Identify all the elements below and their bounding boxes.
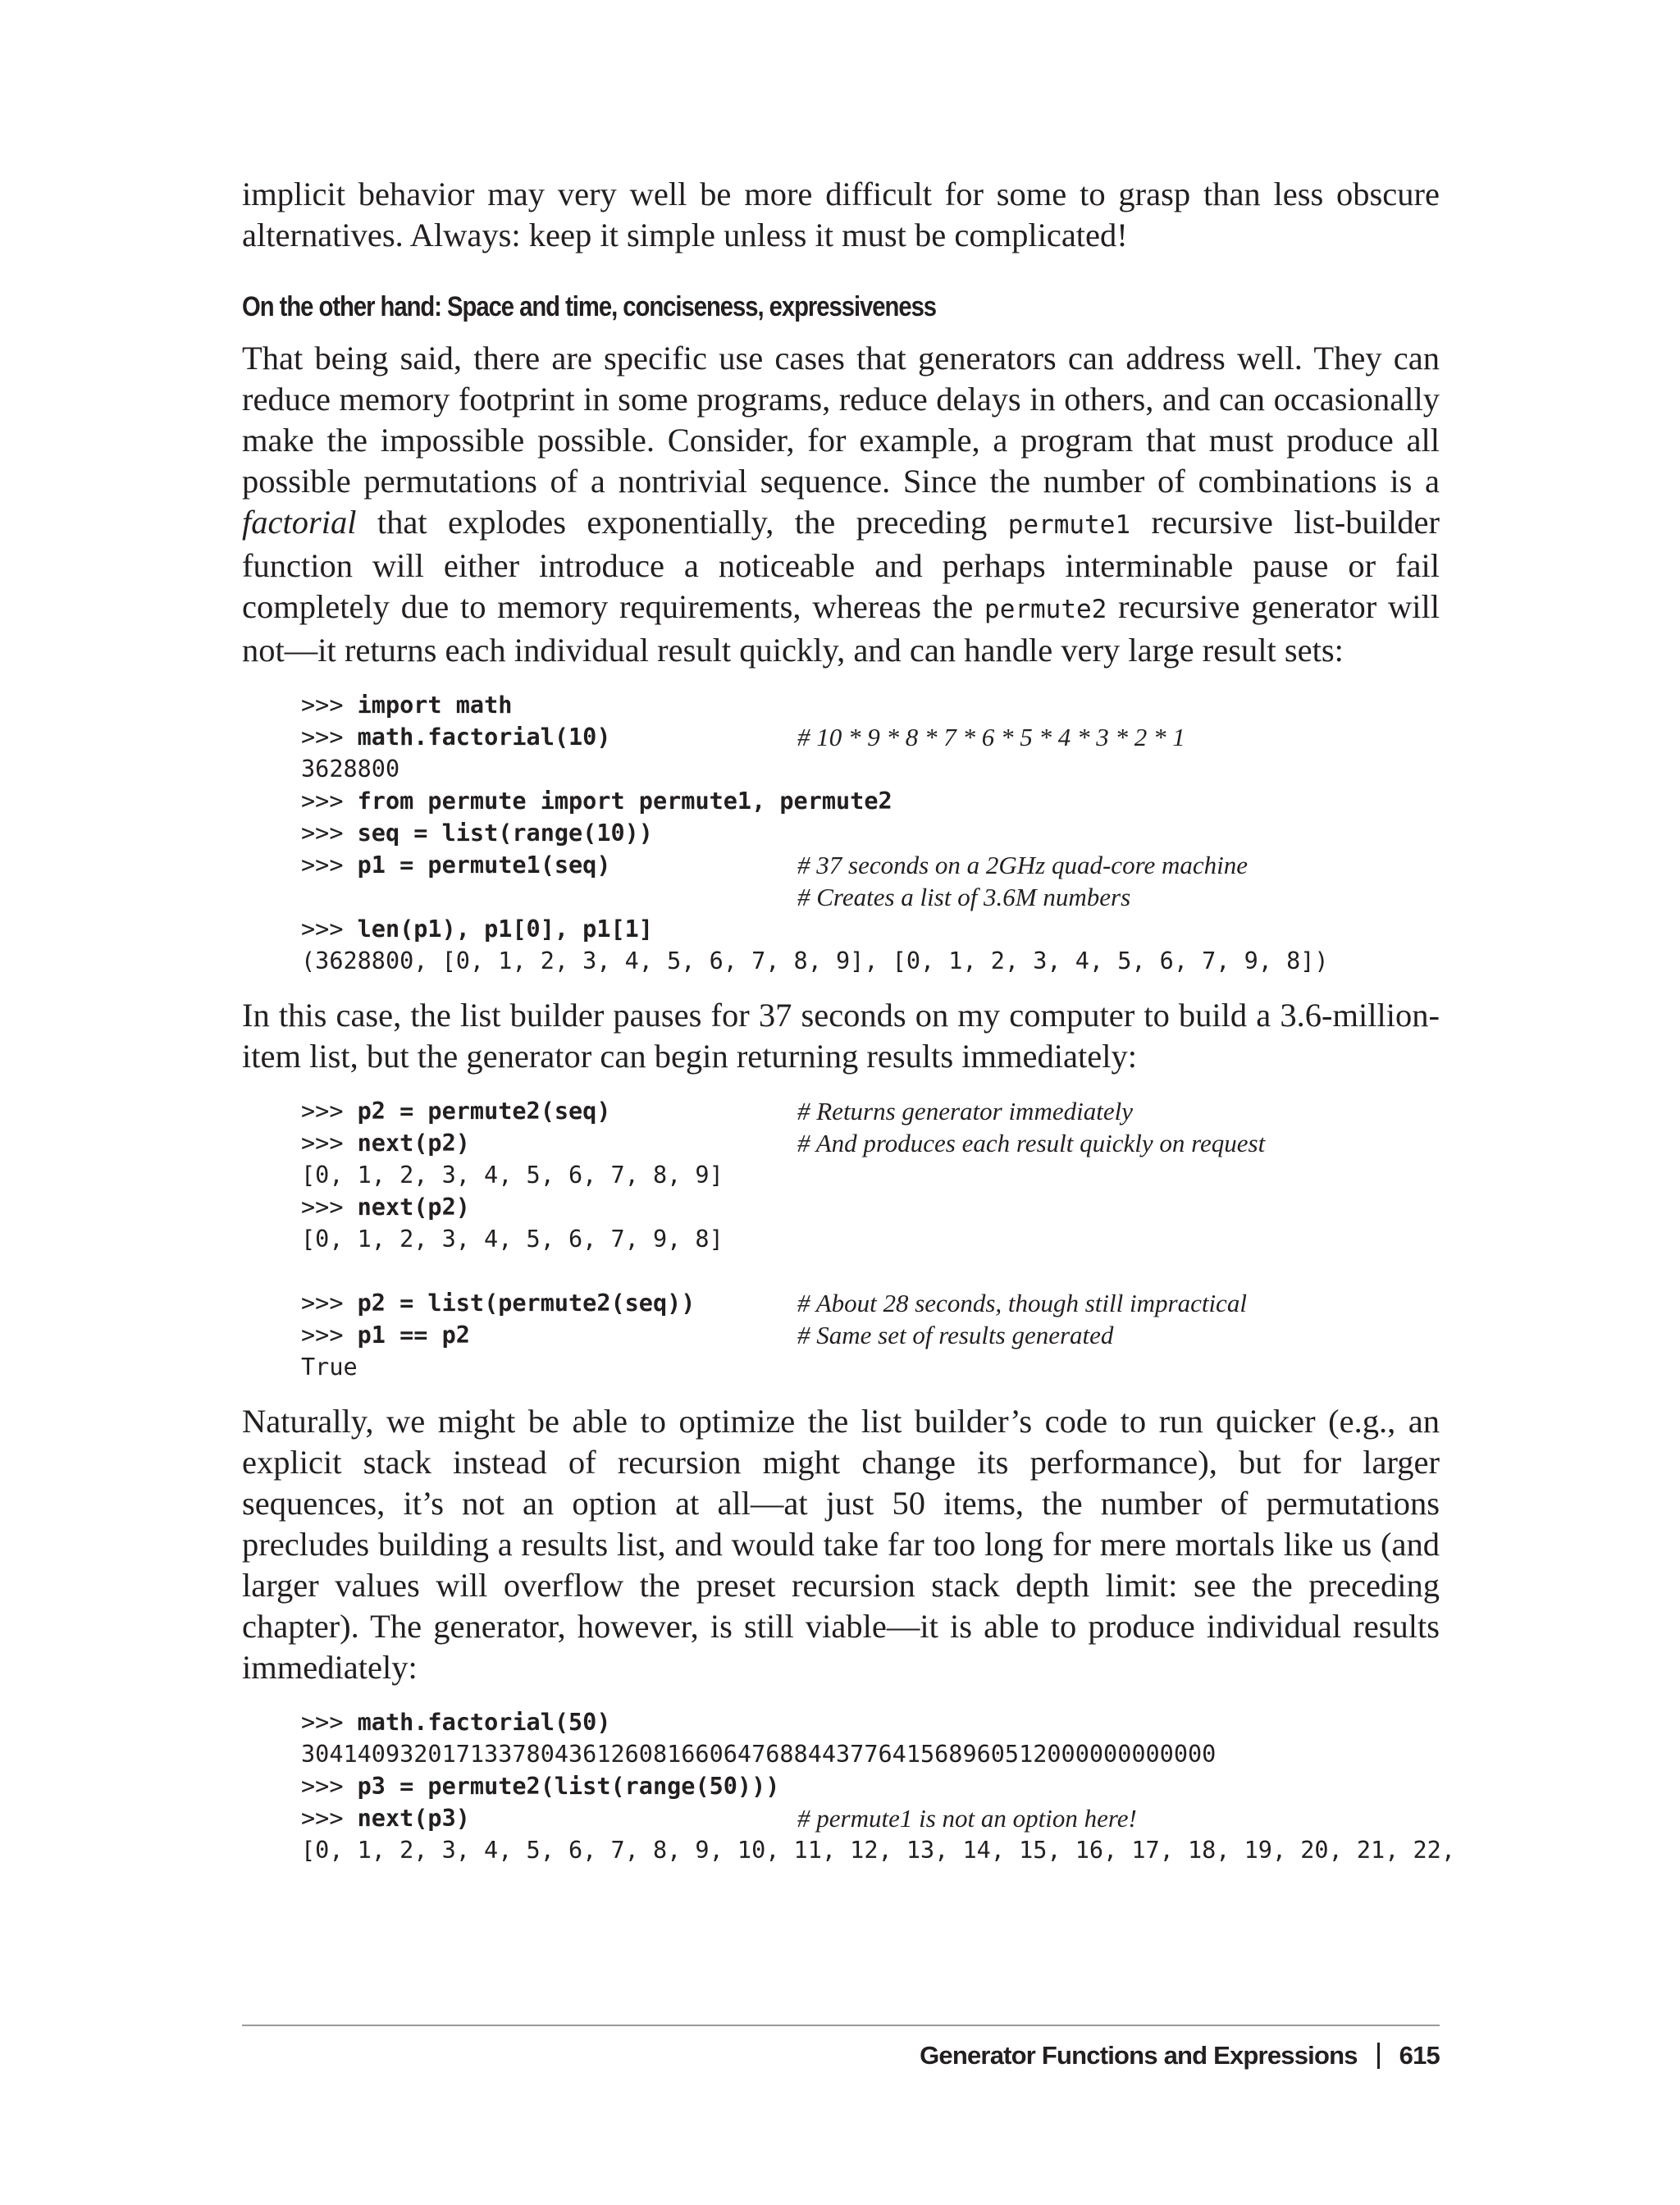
inline-code-permute1: permute1 — [1007, 510, 1131, 540]
code-output: [0, 1, 2, 3, 4, 5, 6, 7, 8, 9, 10, 11, 12, 13, 14, 15, 16, 17, 18, 19, 20, 21, 22, — [301, 1837, 1455, 1864]
code-output-line — [301, 1159, 1440, 1191]
code-input-line — [301, 1706, 1440, 1738]
text-run: That being said, there are specific use cases that generators can address well. They can reduce memory footprint in some programs, reduce delays in others, and can occasionally make the impossible possible. Consider, for example, a program that must produce all possible permutations of a nontrivial sequence. Since the number of combinations is a — [242, 340, 1440, 500]
text-run: recursive generator will not—it returns each individual result quickly, and can handle very large result sets: — [242, 588, 1440, 669]
code-input-line — [301, 849, 1440, 881]
code-comment: # 10 * 9 * 8 * 7 * 6 * 5 * 4 * 3 * 2 * 1 — [797, 723, 1185, 751]
code-command: p1 = permute1(seq) — [357, 851, 611, 879]
code-comment: # Returns generator immediately — [797, 1097, 1133, 1125]
code-block-large-factorial — [301, 1706, 1455, 1866]
code-output-line — [301, 1834, 1455, 1866]
code-blank-line — [301, 1255, 1440, 1287]
code-prompt: >>> — [301, 788, 358, 815]
code-command: p3 = permute2(list(range(50))) — [357, 1773, 780, 1800]
code-prompt: >>> — [301, 1322, 358, 1349]
code-output-line — [301, 881, 1440, 913]
code-output: (3628800, [0, 1, 2, 3, 4, 5, 6, 7, 8, 9], [0, 1, 2, 3, 4, 5, 6, 7, 9, 8]) — [301, 947, 1329, 975]
code-output-line — [301, 1738, 1440, 1770]
code-output: True — [301, 1354, 358, 1381]
code-command: p2 = permute2(seq) — [357, 1098, 611, 1125]
code-output: [0, 1, 2, 3, 4, 5, 6, 7, 8, 9] — [301, 1162, 724, 1189]
code-input-line — [301, 1287, 1440, 1319]
code-prompt: >>> — [301, 1805, 358, 1832]
code-input-line — [301, 1770, 1440, 1802]
code-input-line — [301, 913, 1440, 945]
code-command: math.factorial(10) — [357, 724, 611, 751]
footer-section-title: Generator Functions and Expressions — [920, 2041, 1358, 2070]
code-output-line — [301, 1223, 1440, 1255]
code-output-line — [301, 945, 1440, 977]
code-command: next(p2) — [357, 1130, 470, 1157]
text-run: that explodes exponentially, the preceding — [356, 504, 1008, 541]
code-command: math.factorial(50) — [357, 1709, 611, 1736]
code-prompt: >>> — [301, 692, 358, 719]
code-input-line — [301, 817, 1440, 849]
code-block-generator — [301, 1095, 1440, 1383]
code-output-line — [301, 1351, 1440, 1383]
code-command: from permute import permute1, permute2 — [357, 788, 892, 815]
code-command: import math — [357, 692, 513, 719]
code-output-line — [301, 753, 1440, 785]
code-command: len(p1), p1[0], p1[1] — [357, 915, 653, 943]
page-content — [242, 174, 1455, 1884]
code-input-line — [301, 1191, 1440, 1223]
code-command: p1 == p2 — [357, 1322, 470, 1349]
code-input-line — [301, 1127, 1440, 1159]
code-comment: # Creates a list of 3.6M numbers — [797, 883, 1131, 911]
paragraph-use-cases — [242, 338, 1440, 671]
code-comment: # permute1 is not an option here! — [797, 1804, 1137, 1833]
code-prompt: >>> — [301, 1130, 358, 1157]
code-command: next(p2) — [357, 1194, 470, 1221]
footer-rule — [242, 2025, 1440, 2026]
code-comment: # 37 seconds on a 2GHz quad-core machine — [797, 851, 1249, 879]
code-comment: # About 28 seconds, though still impractical — [797, 1289, 1247, 1317]
code-input-line — [301, 1319, 1440, 1351]
code-input-line — [301, 1802, 1440, 1834]
code-input-line — [301, 785, 1440, 817]
code-prompt: >>> — [301, 1709, 358, 1736]
code-block-factorial — [301, 689, 1440, 977]
paragraph-list-builder: In this case, the list builder pauses for 37 seconds on my computer to build a 3.6-million-item list, but the generator can begin returning results immediately: — [242, 997, 1440, 1075]
code-prompt: >>> — [301, 915, 358, 943]
code-prompt: >>> — [301, 724, 358, 751]
text-run: recursive list-builder function will either introduce a noticeable and perhaps interminable pause or fail completely due to memory requirements, whereas the — [242, 504, 1440, 625]
code-prompt: >>> — [301, 1773, 358, 1800]
page-number: 615 — [1399, 2041, 1440, 2070]
code-output: 3628800 — [301, 756, 400, 783]
page-footer — [920, 2039, 1440, 2072]
paragraph-intro: implicit behavior may very well be more difficult for some to grasp than less obscure alternatives. Always: keep it simple unless it must be complicated! — [242, 176, 1440, 253]
inline-code-permute2: permute2 — [984, 595, 1107, 624]
code-comment: # And produces each result quickly on request — [797, 1129, 1266, 1157]
code-command: next(p3) — [357, 1805, 470, 1832]
code-output: [0, 1, 2, 3, 4, 5, 6, 7, 9, 8] — [301, 1226, 724, 1253]
code-input-line — [301, 721, 1440, 753]
code-output: 30414093201713378043612608166064768844377641568960512000000000000 — [301, 1741, 1217, 1768]
code-command: p2 = list(permute2(seq)) — [357, 1290, 696, 1317]
code-command: seq = list(range(10)) — [357, 819, 653, 847]
code-prompt: >>> — [301, 851, 358, 879]
code-prompt: >>> — [301, 1194, 358, 1221]
code-prompt: >>> — [301, 1290, 358, 1317]
code-input-line — [301, 1095, 1440, 1127]
factorial-emphasis: factorial — [242, 504, 357, 541]
paragraph-naturally: Naturally, we might be able to optimize the list builder’s code to run quicker (e.g., an explicit stack instead of recursion might change its performance), but for larger sequences, it’s not an option at all—at just 50 items, the number of permutations precludes building a results list, and would take far too long for mere mortals like us (and larger values will overflow the preset recursion stack depth limit: see the preceding chapter). The generator, however, is still viable—it is able to produce individual results immediately: — [242, 1403, 1440, 1686]
code-prompt: >>> — [301, 1098, 358, 1125]
code-prompt: >>> — [301, 819, 358, 847]
code-input-line — [301, 689, 1440, 721]
code-comment: # Same set of results generated — [797, 1321, 1114, 1349]
section-subheading: On the other hand: Space and time, conciseness, expressiveness — [242, 291, 937, 322]
footer-separator — [1377, 2043, 1380, 2069]
